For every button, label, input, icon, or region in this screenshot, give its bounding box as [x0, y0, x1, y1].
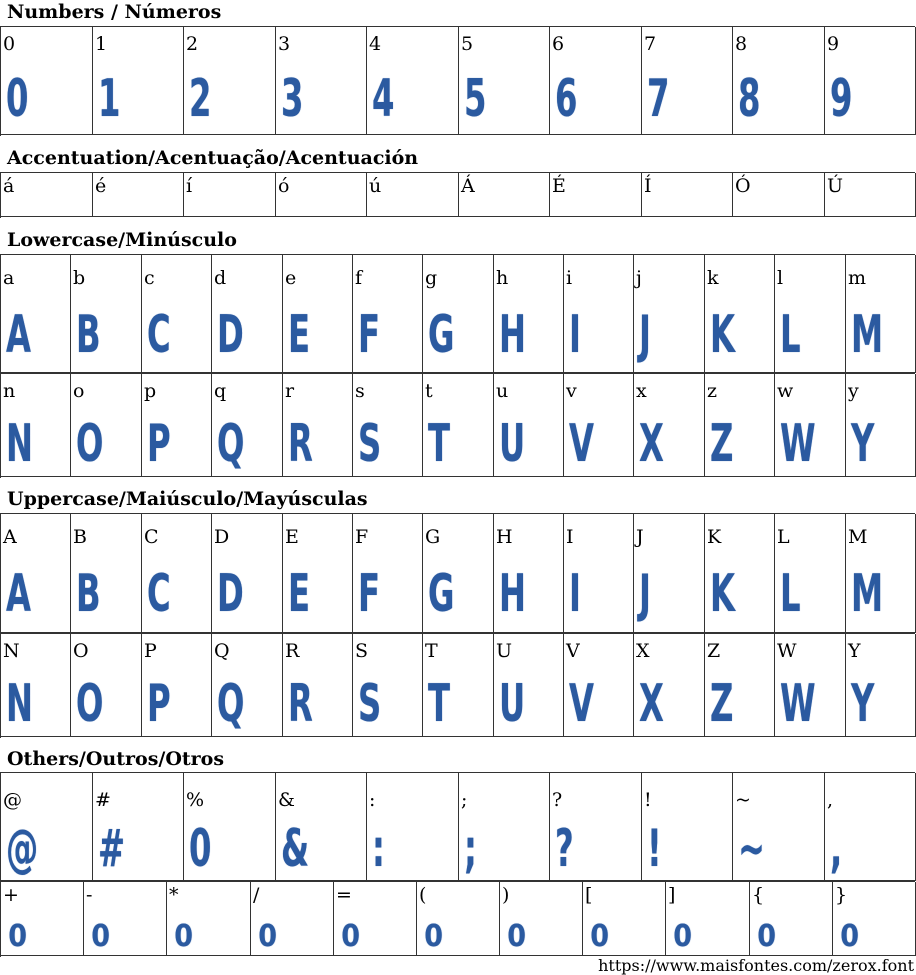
glyph-cell — [634, 255, 705, 373]
lowercase-grid-row-1 — [0, 254, 915, 374]
glyph-label: { — [752, 884, 765, 906]
font-sample-glyph: I — [568, 305, 581, 365]
font-sample-glyph: C — [146, 305, 171, 365]
glyph-label: 6 — [552, 33, 565, 55]
glyph-label: I — [566, 526, 574, 548]
glyph-label: D — [214, 526, 230, 548]
glyph-label: ~ — [735, 789, 751, 811]
glyph-label: ó — [278, 175, 290, 197]
glyph-label: 4 — [369, 33, 382, 55]
font-sample-glyph: 0 — [8, 919, 27, 954]
glyph-label: = — [336, 884, 352, 906]
glyph-cell — [142, 634, 212, 737]
glyph-label: B — [73, 526, 87, 548]
font-sample-glyph: M — [850, 564, 883, 624]
font-sample-glyph: : — [371, 819, 385, 879]
font-sample-glyph: P — [146, 674, 170, 734]
font-sample-glyph: 3 — [280, 69, 303, 129]
glyph-cell — [423, 514, 494, 633]
glyph-cell — [1, 374, 71, 477]
glyph-cell — [71, 514, 142, 633]
glyph-cell — [184, 773, 276, 881]
font-sample-glyph: L — [779, 305, 800, 365]
glyph-cell — [212, 514, 283, 633]
glyph-label: P — [144, 640, 157, 662]
font-sample-glyph: K — [709, 564, 735, 624]
uppercase-grid-row-1 — [0, 513, 915, 634]
accents-title: Accentuation/Acentuação/Acentuación — [7, 147, 419, 169]
glyph-label: e — [285, 267, 297, 289]
glyph-label: 5 — [461, 33, 474, 55]
font-sample-glyph: U — [498, 414, 525, 474]
font-sample-glyph: 0 — [91, 919, 110, 954]
glyph-label: l — [777, 267, 784, 289]
glyph-cell — [550, 173, 642, 217]
glyph-label: F — [355, 526, 369, 548]
glyph-cell — [705, 255, 775, 373]
glyph-cell — [634, 514, 705, 633]
font-sample-glyph: O — [75, 674, 103, 734]
glyph-cell — [276, 27, 367, 135]
glyph-cell — [423, 374, 494, 477]
font-sample-glyph: N — [5, 414, 33, 474]
glyph-label: U — [496, 640, 513, 662]
glyph-label: z — [707, 380, 718, 402]
glyph-cell — [733, 173, 825, 217]
font-sample-glyph: Y — [850, 414, 874, 474]
font-sample-glyph: Q — [216, 674, 244, 734]
font-sample-glyph: E — [287, 305, 310, 365]
glyph-cell — [367, 173, 459, 217]
glyph-label: 1 — [95, 33, 108, 55]
font-sample-glyph: 0 — [174, 919, 193, 954]
font-sample-glyph: 6 — [554, 69, 577, 129]
glyph-cell — [71, 255, 142, 373]
glyph-cell — [459, 27, 550, 135]
font-sample-glyph: G — [427, 564, 454, 624]
font-sample-glyph: 9 — [829, 69, 852, 129]
glyph-label: Z — [707, 640, 721, 662]
glyph-cell — [494, 634, 564, 737]
glyph-cell — [564, 514, 634, 633]
glyph-label: T — [425, 640, 438, 662]
glyph-label: O — [73, 640, 89, 662]
glyph-cell — [750, 882, 833, 956]
font-sample-glyph: K — [709, 305, 735, 365]
glyph-cell — [666, 882, 750, 956]
glyph-label: [ — [585, 884, 593, 906]
font-sample-glyph: F — [357, 305, 380, 365]
glyph-cell — [1, 882, 84, 956]
glyph-cell — [212, 374, 283, 477]
glyph-cell — [367, 27, 459, 135]
font-sample-glyph: 0 — [5, 69, 28, 129]
glyph-cell — [494, 514, 564, 633]
glyph-label: X — [636, 640, 650, 662]
glyph-cell — [423, 634, 494, 737]
glyph-label: j — [636, 267, 642, 289]
glyph-cell — [846, 255, 916, 373]
font-sample-glyph: 4 — [371, 69, 394, 129]
glyph-label: G — [425, 526, 441, 548]
glyph-label: 8 — [735, 33, 748, 55]
glyph-label: Á — [461, 175, 475, 197]
glyph-cell — [93, 27, 184, 135]
font-sample-glyph: 0 — [590, 919, 609, 954]
glyph-label: + — [3, 884, 19, 906]
glyph-label: Q — [214, 640, 230, 662]
glyph-cell — [276, 773, 367, 881]
font-sample-glyph: 0 — [507, 919, 526, 954]
font-sample-glyph: M — [850, 305, 883, 365]
font-sample-glyph: R — [287, 674, 313, 734]
font-sample-glyph: N — [5, 674, 33, 734]
font-sample-glyph: ! — [646, 819, 662, 879]
glyph-label: w — [777, 380, 794, 402]
glyph-label: ? — [552, 789, 563, 811]
glyph-cell — [93, 773, 184, 881]
font-sample-glyph: O — [75, 414, 103, 474]
glyph-label: c — [144, 267, 155, 289]
glyph-label: m — [848, 267, 867, 289]
glyph-label: Ó — [735, 175, 751, 197]
numbers-grid — [0, 26, 915, 136]
glyph-label: S — [355, 640, 369, 662]
glyph-label: v — [566, 380, 577, 402]
glyph-cell — [775, 374, 846, 477]
glyph-label: 3 — [278, 33, 291, 55]
font-sample-glyph: R — [287, 414, 313, 474]
glyph-cell — [833, 882, 916, 956]
glyph-cell — [142, 255, 212, 373]
font-sample-glyph: F — [357, 564, 380, 624]
glyph-cell — [775, 634, 846, 737]
glyph-label: é — [95, 175, 107, 197]
glyph-label: H — [496, 526, 513, 548]
glyph-cell — [71, 374, 142, 477]
glyph-label: E — [285, 526, 299, 548]
others-title: Others/Outros/Otros — [7, 748, 225, 770]
glyph-cell — [353, 255, 423, 373]
glyph-cell — [634, 374, 705, 477]
lowercase-grid-row-2 — [0, 373, 915, 478]
glyph-cell — [634, 634, 705, 737]
font-sample-glyph: T — [427, 674, 450, 734]
glyph-label: x — [636, 380, 647, 402]
glyph-cell — [353, 634, 423, 737]
glyph-label: Y — [848, 640, 861, 662]
font-sample-glyph: S — [357, 674, 381, 734]
glyph-cell — [459, 173, 550, 217]
glyph-label: ! — [644, 789, 652, 811]
glyph-label: o — [73, 380, 85, 402]
glyph-label: í — [186, 175, 193, 197]
glyph-cell — [846, 634, 916, 737]
glyph-label: Ú — [827, 175, 844, 197]
glyph-label: N — [3, 640, 20, 662]
glyph-cell — [825, 173, 916, 217]
glyph-label: & — [278, 789, 295, 811]
glyph-label: á — [3, 175, 15, 197]
glyph-cell — [1, 514, 71, 633]
glyph-label: 0 — [3, 33, 16, 55]
font-sample-glyph: # — [97, 819, 125, 879]
font-sample-glyph: V — [568, 674, 594, 734]
glyph-cell — [283, 514, 353, 633]
glyph-label: * — [169, 884, 179, 906]
glyph-label: h — [496, 267, 509, 289]
font-sample-glyph: A — [5, 564, 31, 624]
font-sample-glyph: Z — [709, 414, 733, 474]
glyph-label: @ — [3, 789, 22, 811]
glyph-cell — [353, 374, 423, 477]
glyph-label: - — [86, 884, 93, 906]
glyph-label: L — [777, 526, 790, 548]
glyph-cell — [184, 27, 276, 135]
glyph-cell — [212, 255, 283, 373]
font-sample-glyph: 0 — [757, 919, 776, 954]
font-sample-glyph: P — [146, 414, 170, 474]
font-sample-glyph: U — [498, 674, 525, 734]
font-sample-glyph: 5 — [463, 69, 486, 129]
glyph-label: s — [355, 380, 365, 402]
glyph-cell — [494, 255, 564, 373]
glyph-label: % — [186, 789, 205, 811]
font-sample-glyph: A — [5, 305, 31, 365]
font-sample-glyph: ; — [463, 819, 477, 879]
font-sample-glyph: L — [779, 564, 800, 624]
glyph-label: ( — [419, 884, 427, 906]
glyph-label: y — [848, 380, 859, 402]
glyph-cell — [642, 27, 733, 135]
glyph-cell — [283, 634, 353, 737]
font-sample-glyph: 7 — [646, 69, 669, 129]
glyph-cell — [93, 173, 184, 217]
font-sample-glyph: J — [638, 305, 651, 365]
font-sample-glyph: B — [75, 305, 100, 365]
glyph-label: C — [144, 526, 159, 548]
glyph-cell — [705, 374, 775, 477]
glyph-cell — [733, 27, 825, 135]
glyph-label: ) — [502, 884, 510, 906]
glyph-cell — [642, 173, 733, 217]
glyph-label: f — [355, 267, 363, 289]
numbers-title: Numbers / Números — [7, 1, 222, 23]
glyph-label: k — [707, 267, 719, 289]
font-sample-glyph: Z — [709, 674, 733, 734]
glyph-label: , — [827, 789, 834, 811]
glyph-label: } — [835, 884, 848, 906]
glyph-cell — [642, 773, 733, 881]
font-sample-glyph: B — [75, 564, 100, 624]
others-grid-row-2 — [0, 881, 915, 957]
font-sample-glyph: D — [216, 305, 244, 365]
accents-grid — [0, 172, 915, 218]
font-sample-glyph: D — [216, 564, 244, 624]
glyph-cell — [417, 882, 500, 956]
glyph-cell — [733, 773, 825, 881]
glyph-cell — [564, 374, 634, 477]
glyph-label: t — [425, 380, 433, 402]
lowercase-title: Lowercase/Minúsculo — [7, 229, 237, 251]
font-sample-glyph: ~ — [737, 819, 765, 879]
glyph-label: A — [3, 526, 17, 548]
glyph-label: J — [636, 526, 644, 548]
font-sample-glyph: J — [638, 564, 651, 624]
glyph-label: r — [285, 380, 295, 402]
glyph-label: ; — [461, 789, 468, 811]
glyph-cell — [334, 882, 417, 956]
glyph-cell — [142, 374, 212, 477]
glyph-cell — [564, 255, 634, 373]
glyph-label: / — [253, 884, 260, 906]
glyph-label: q — [214, 380, 227, 402]
glyph-label: Í — [644, 175, 652, 197]
font-sample-glyph: H — [498, 564, 526, 624]
glyph-label: b — [73, 267, 86, 289]
glyph-cell — [550, 773, 642, 881]
font-sample-glyph: X — [638, 414, 664, 474]
font-sample-glyph: 8 — [737, 69, 760, 129]
uppercase-grid-row-2 — [0, 633, 915, 738]
glyph-label: 2 — [186, 33, 199, 55]
glyph-label: d — [214, 267, 227, 289]
glyph-cell — [1, 27, 93, 135]
font-sample-glyph: 0 — [341, 919, 360, 954]
glyph-cell — [212, 634, 283, 737]
font-sample-glyph: W — [779, 674, 815, 734]
glyph-cell — [775, 255, 846, 373]
others-grid-row-1 — [0, 772, 915, 882]
glyph-label: i — [566, 267, 573, 289]
glyph-label: n — [3, 380, 16, 402]
glyph-cell — [1, 255, 71, 373]
font-sample-glyph: C — [146, 564, 171, 624]
font-sample-glyph: H — [498, 305, 526, 365]
glyph-cell — [367, 773, 459, 881]
glyph-cell — [705, 634, 775, 737]
font-sample-glyph: W — [779, 414, 815, 474]
font-sample-glyph: X — [638, 674, 664, 734]
glyph-cell — [459, 773, 550, 881]
glyph-cell — [142, 514, 212, 633]
glyph-cell — [353, 514, 423, 633]
glyph-cell — [846, 374, 916, 477]
font-sample-glyph: ? — [554, 819, 574, 879]
font-sample-glyph: S — [357, 414, 381, 474]
glyph-cell — [1, 773, 93, 881]
glyph-label: M — [848, 526, 868, 548]
glyph-label: ] — [668, 884, 676, 906]
glyph-cell — [283, 255, 353, 373]
glyph-label: W — [777, 640, 797, 662]
glyph-cell — [825, 27, 916, 135]
glyph-label: # — [95, 789, 111, 811]
glyph-cell — [564, 634, 634, 737]
glyph-cell — [500, 882, 583, 956]
font-sample-glyph: I — [568, 564, 581, 624]
glyph-cell — [283, 374, 353, 477]
glyph-cell — [846, 514, 916, 633]
glyph-cell — [251, 882, 334, 956]
glyph-cell — [276, 173, 367, 217]
font-sample-glyph: 0 — [840, 919, 859, 954]
glyph-cell — [825, 773, 916, 881]
glyph-label: u — [496, 380, 509, 402]
font-sample-glyph: 0 — [673, 919, 692, 954]
glyph-cell — [550, 27, 642, 135]
font-sample-glyph: V — [568, 414, 594, 474]
glyph-label: p — [144, 380, 157, 402]
glyph-label: R — [285, 640, 300, 662]
font-sample-glyph: Y — [850, 674, 874, 734]
glyph-label: V — [566, 640, 580, 662]
font-sample-glyph: & — [280, 819, 309, 879]
font-sample-glyph: T — [427, 414, 450, 474]
glyph-cell — [184, 173, 276, 217]
font-sample-glyph: 0 — [424, 919, 443, 954]
uppercase-title: Uppercase/Maiúsculo/Mayúsculas — [7, 488, 368, 510]
source-url[interactable]: https://www.maisfontes.com/zerox.font — [598, 956, 914, 975]
glyph-cell — [583, 882, 666, 956]
glyph-label: 7 — [644, 33, 657, 55]
font-sample-glyph: 1 — [97, 69, 120, 129]
glyph-label: 9 — [827, 33, 840, 55]
font-sample-glyph: G — [427, 305, 454, 365]
font-sample-glyph: , — [829, 819, 842, 879]
glyph-cell — [705, 514, 775, 633]
font-sample-glyph: 0 — [188, 819, 211, 879]
glyph-label: ú — [369, 175, 382, 197]
glyph-cell — [1, 173, 93, 217]
font-sample-glyph: 2 — [188, 69, 211, 129]
glyph-cell — [71, 634, 142, 737]
font-sample-glyph: @ — [5, 819, 38, 879]
glyph-cell — [423, 255, 494, 373]
glyph-label: É — [552, 175, 566, 197]
glyph-cell — [167, 882, 251, 956]
glyph-cell — [494, 374, 564, 477]
glyph-cell — [775, 514, 846, 633]
glyph-label: K — [707, 526, 722, 548]
glyph-label: : — [369, 789, 376, 811]
glyph-cell — [84, 882, 167, 956]
font-sample-glyph: E — [287, 564, 310, 624]
font-sample-glyph: 0 — [258, 919, 277, 954]
glyph-cell — [1, 634, 71, 737]
glyph-label: g — [425, 267, 438, 289]
font-sample-glyph: Q — [216, 414, 244, 474]
glyph-label: a — [3, 267, 15, 289]
